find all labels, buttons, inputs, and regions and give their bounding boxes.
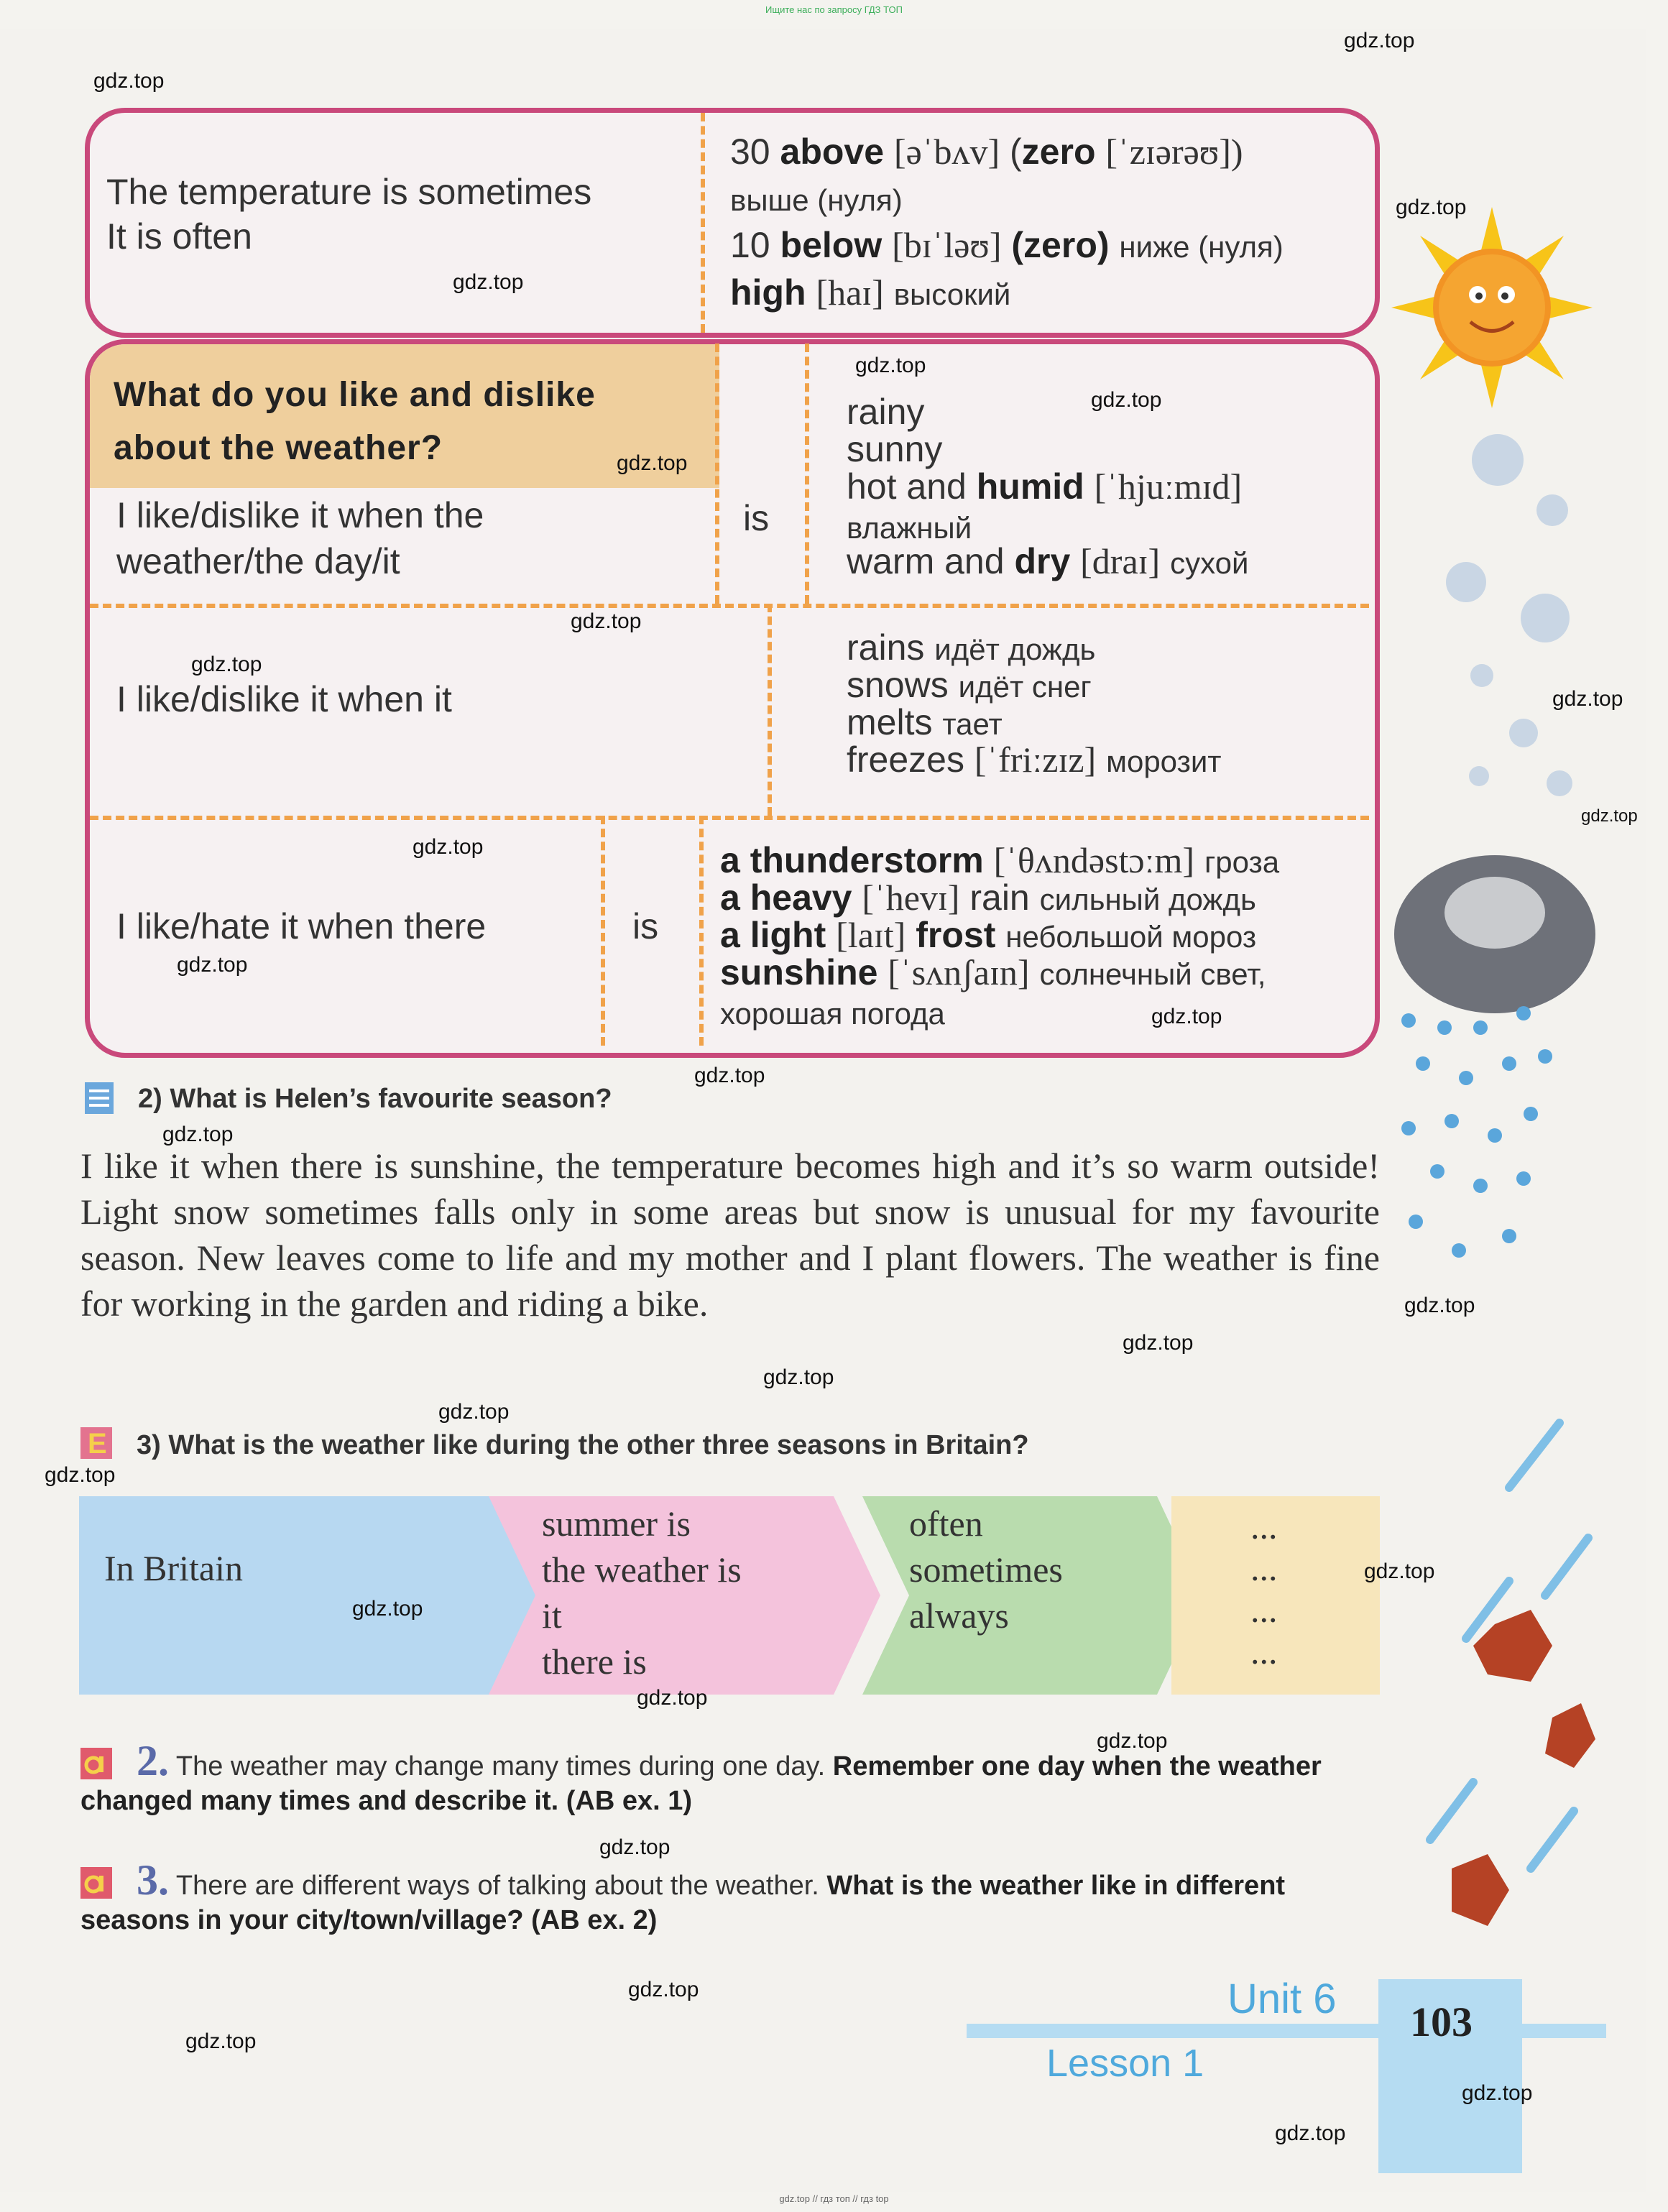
watermark: gdz.top bbox=[1151, 1005, 1222, 1028]
watermark: gdz.top bbox=[1552, 687, 1623, 711]
row3-left: I like/dislike it when it bbox=[116, 679, 452, 719]
cell-dots-1: ... bbox=[1250, 1506, 1278, 1547]
row4-is: is bbox=[632, 906, 659, 946]
temp-left-line2: It is often bbox=[106, 216, 252, 257]
cell-frequency-1: often bbox=[909, 1503, 983, 1544]
row2-word4: влажный bbox=[847, 511, 972, 545]
cell-subject-2: the weather is bbox=[542, 1549, 742, 1590]
task-3: 3. There are different ways of talking about the weather. What is the weather like in different seasons in your city/town/village? (AB ex. 2) bbox=[80, 1856, 1286, 1935]
snowflakes-illustration bbox=[1437, 431, 1595, 805]
watermark: gdz.top bbox=[1097, 1729, 1168, 1753]
watermark: gdz.top bbox=[1275, 2121, 1346, 2145]
temp-right-line1: 30 above [əˈbʌv] (zero [ˈzɪərəʊ]) bbox=[730, 132, 1243, 172]
cell-in-britain: In Britain bbox=[104, 1548, 244, 1588]
row2-is: is bbox=[743, 498, 770, 538]
sun-illustration bbox=[1391, 207, 1593, 408]
temp-left-line1: The temperature is sometimes bbox=[106, 172, 592, 212]
flow-arrows-main bbox=[79, 1495, 1381, 1696]
rain-cloud-illustration bbox=[1387, 848, 1603, 1279]
watermark: gdz.top bbox=[1123, 1331, 1194, 1355]
watermark: gdz.top bbox=[571, 609, 642, 633]
row4-n2: a heavy [ˈhevɪ] rain сильный дождь bbox=[720, 877, 1256, 918]
divider bbox=[715, 344, 719, 604]
temp-right-line2: выше (нуля) bbox=[730, 183, 903, 217]
q2-text: I like it when there is sunshine, the temperature becomes high and it’s so warm outside! Light snow sometimes falls only in some areas but snow is unusual for my favourite season. New leaves come to life and my mother and I plant flowers. The weather is fine for working in the garden and riding a bike. bbox=[80, 1146, 1380, 1324]
watermark: gdz.top bbox=[93, 69, 165, 93]
watermark: gdz.top bbox=[617, 451, 688, 475]
divider bbox=[768, 604, 772, 816]
question-line2: about the weather? bbox=[114, 429, 443, 467]
watermark: gdz.top bbox=[413, 835, 484, 859]
watermark: gdz.top bbox=[763, 1365, 834, 1389]
watermark: gdz.top bbox=[1462, 2081, 1533, 2105]
watermark: gdz.top bbox=[1091, 388, 1162, 412]
watermark: gdz.top bbox=[438, 1400, 510, 1424]
header-note: Ищите нас по запросу ГДЗ ТОП bbox=[765, 4, 903, 15]
row4-n4: sunshine [ˈsʌnʃaɪn] солнечный свет, bbox=[720, 952, 1266, 992]
arrow-1 bbox=[79, 1496, 546, 1695]
row2-word1: rainy bbox=[847, 392, 925, 432]
cell-dots-4: ... bbox=[1250, 1631, 1278, 1672]
watermark: gdz.top bbox=[1581, 806, 1638, 826]
e-letter-icon bbox=[80, 1426, 109, 1457]
watermark: gdz.top bbox=[162, 1123, 234, 1146]
divider bbox=[701, 113, 705, 333]
divider bbox=[601, 816, 605, 1046]
watermark: gdz.top bbox=[1404, 1294, 1475, 1317]
divider bbox=[805, 344, 809, 604]
row2-word3: hot and humid [ˈhjuːmɪd] bbox=[847, 466, 1243, 507]
cell-frequency-2: sometimes bbox=[909, 1549, 1063, 1590]
watermark: gdz.top bbox=[352, 1597, 423, 1621]
cell-subject-3: it bbox=[542, 1595, 562, 1636]
cell-subject-4: there is bbox=[542, 1641, 647, 1682]
page-number: 103 bbox=[1410, 1999, 1473, 2045]
cell-dots-3: ... bbox=[1250, 1590, 1278, 1630]
watermark: gdz.top bbox=[637, 1686, 708, 1710]
watermark: gdz.top bbox=[191, 653, 262, 676]
lesson-label: Lesson 1 bbox=[1046, 2042, 1204, 2085]
row3-v1: rains идёт дождь bbox=[847, 627, 1096, 668]
watermark: gdz.top bbox=[453, 270, 524, 294]
temp-right-line4: high [haɪ] высокий bbox=[730, 272, 1011, 313]
svg-text:E: E bbox=[88, 1428, 107, 1459]
row4-n1: a thunderstorm [ˈθʌndəstɔːm] гроза bbox=[720, 840, 1280, 880]
row4-n3: a light [laɪt] frost небольшой мороз bbox=[720, 915, 1257, 955]
watermark: gdz.top bbox=[855, 354, 926, 377]
q2-label: 2) What is Helen’s favourite season? bbox=[138, 1084, 612, 1114]
temp-right-line3: 10 below [bɪˈləʊ] (zero) ниже (нуля) bbox=[730, 225, 1284, 265]
question-line1: What do you like and dislike bbox=[114, 376, 596, 414]
watermark: gdz.top bbox=[185, 2029, 257, 2053]
watermark: gdz.top bbox=[1364, 1559, 1435, 1583]
task-2: 2. The weather may change many times during one day. Remember one day when the weather changed many times and describe it. (AB ex. 1) bbox=[80, 1737, 1322, 1816]
cell-subject-1: summer is bbox=[542, 1503, 691, 1544]
row2-word2: sunny bbox=[847, 429, 943, 469]
row3-v2: snows идёт снег bbox=[847, 665, 1092, 705]
watermark: gdz.top bbox=[1344, 29, 1415, 52]
text-icon bbox=[85, 1082, 114, 1114]
watermark: gdz.top bbox=[1396, 195, 1467, 219]
watermark: gdz.top bbox=[694, 1064, 765, 1087]
watermark: gdz.top bbox=[599, 1835, 671, 1859]
watermark: gdz.top bbox=[628, 1978, 699, 2001]
cell-frequency-3: always bbox=[909, 1595, 1009, 1636]
watermark: gdz.top bbox=[177, 953, 248, 977]
divider bbox=[90, 604, 1369, 608]
row2-word5: warm and dry [draɪ] сухой bbox=[847, 541, 1249, 581]
cell-dots-2: ... bbox=[1250, 1548, 1278, 1588]
watermark: gdz.top bbox=[45, 1463, 116, 1487]
row4-n5: хорошая погода bbox=[720, 997, 945, 1031]
row2-left-line2: weather/the day/it bbox=[116, 541, 400, 581]
row3-v3: melts тает bbox=[847, 702, 1003, 742]
footer-note: gdz.top // гдз топ // гдз top bbox=[779, 2193, 889, 2204]
divider bbox=[90, 816, 1369, 820]
divider bbox=[699, 816, 704, 1046]
q3-label: 3) What is the weather like during the other three seasons in Britain? bbox=[137, 1430, 1029, 1460]
unit-label: Unit 6 bbox=[1227, 1976, 1337, 2022]
autumn-leaves-illustration bbox=[1409, 1409, 1603, 1955]
row3-v4: freezes [ˈfriːzɪz] морозит bbox=[847, 739, 1222, 780]
row2-left-line1: I like/dislike it when the bbox=[116, 495, 484, 535]
row4-left: I like/hate it when there bbox=[116, 906, 487, 946]
